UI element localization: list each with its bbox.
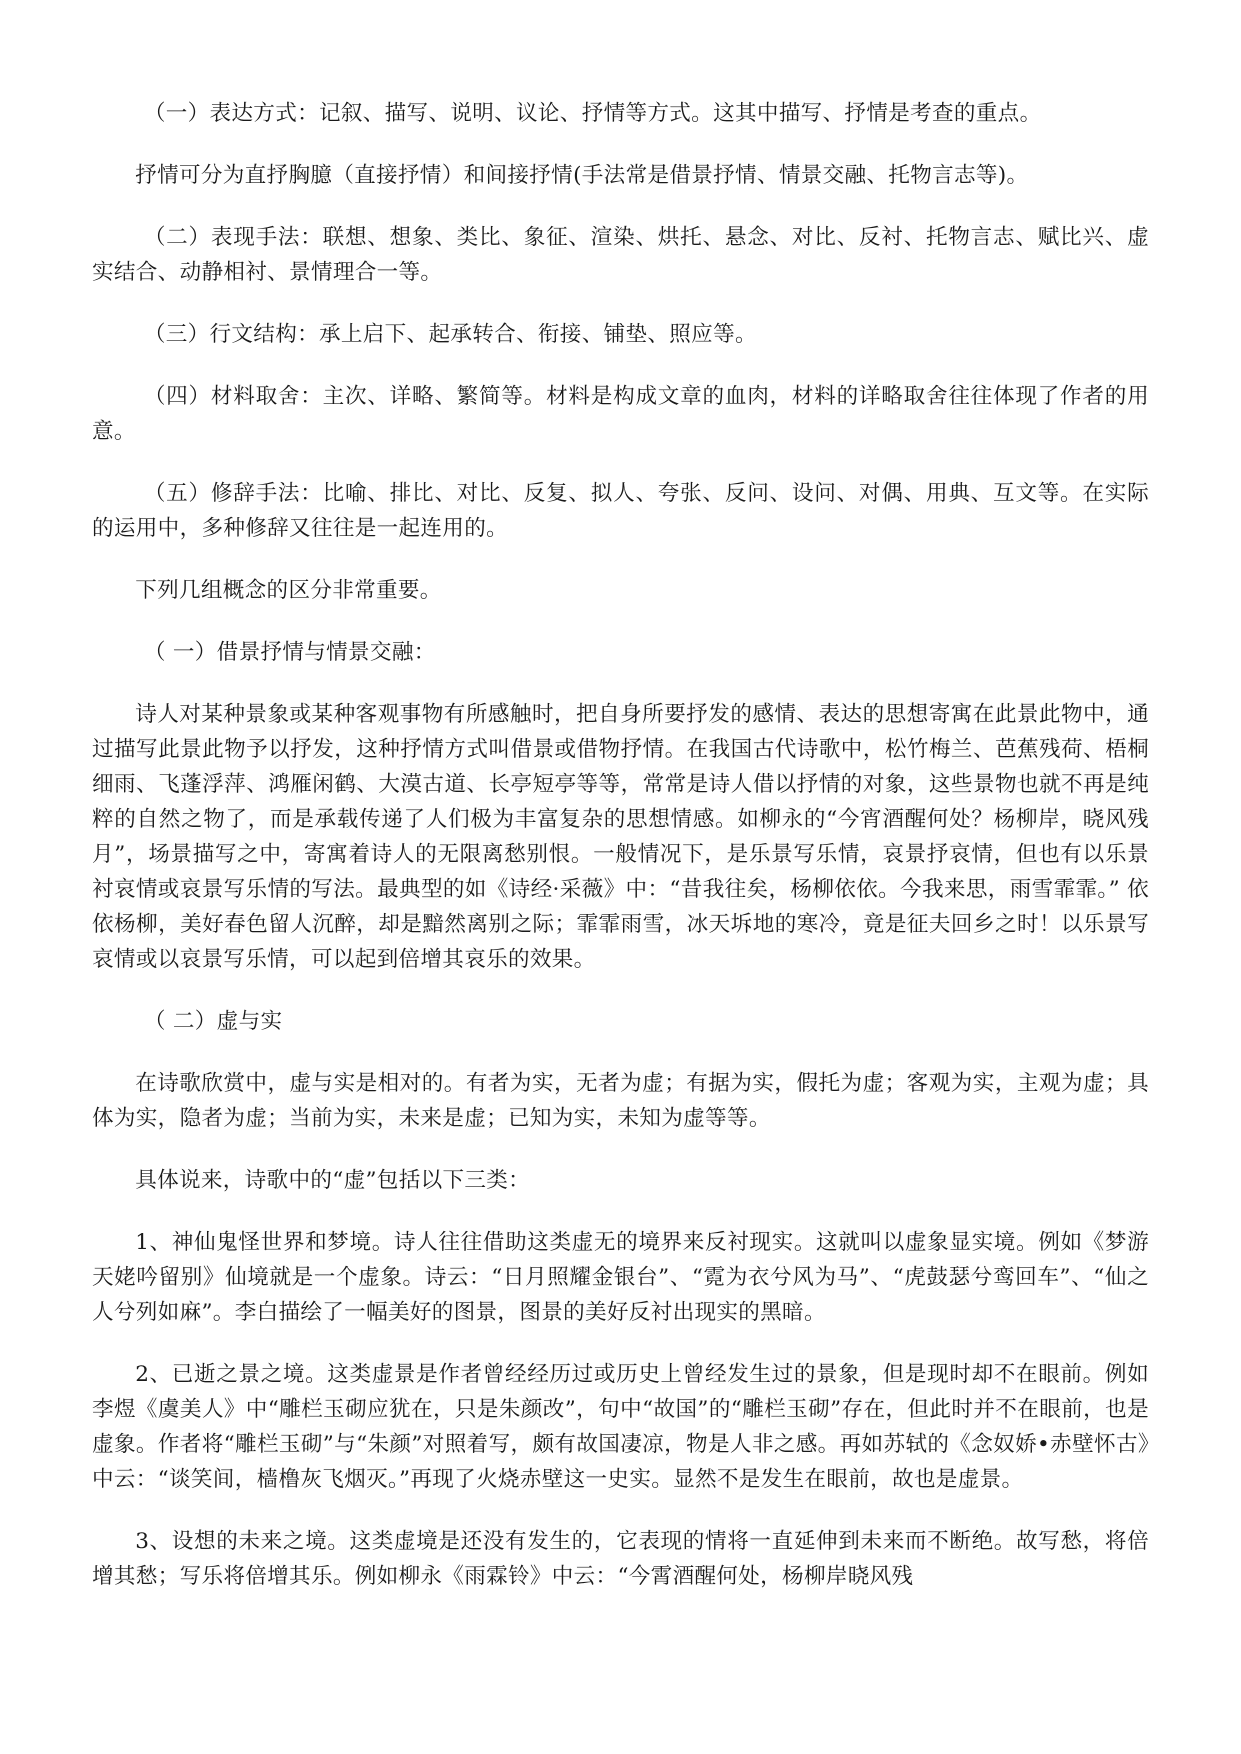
- paragraph-techniques: （二）表现手法：联想、想象、类比、象征、渲染、烘托、悬念、对比、反衬、托物言志、赋比兴、虚实结合、动静相衬、景情理合一等。: [92, 225, 1149, 285]
- list-item-1: 1、神仙鬼怪世界和梦境。诗人往往借助这类虚无的境界来反衬现实。这就叫以虚象显实境。例如《梦游天姥吟留别》仙境就是一个虚象。诗云：“日月照耀金银台”、“霓为衣兮风为马”、“虎鼓瑟兮鸾回车”、“仙之人兮列如麻”。李白描绘了一幅美好的图景，图景的美好反衬出现实的黑暗。: [92, 1230, 1149, 1325]
- paragraph-expression-methods: （一）表达方式：记叙、描写、说明、议论、抒情等方式。这其中描写、抒情是考查的重点。: [143, 101, 1042, 126]
- document-page: [92, 96, 1149, 1594]
- paragraph-scenery-emotion: 诗人对某种景象或某种客观事物有所感触时，把自身所要抒发的感情、表达的思想寄寓在此景此物中，通过描写此景此物予以抒发，这种抒情方式叫借景或借物抒情。在我国古代诗歌中，松竹梅兰、芭蕉残荷、梧桐细雨、飞蓬浮萍、鸿雁闲鹤、大漠古道、长亭短亭等等，常常是诗人借以抒情的对象，这些景物也就不再是纯粹的自然之物了，而是承载传递了人们极为丰富复杂的思想情感。如柳永的“今宵酒醒何处？杨柳岸，晓风残月”，场景描写之中，寄寓着诗人的无限离愁别恨。一般情况下，是乐景写乐情，哀景抒哀情，但也有以乐景衬哀情或哀景写乐情的写法。最典型的如《诗经·采薇》中：“昔我往矣，杨柳依依。今我来思，雨雪霏霏。” 依依杨柳，美好春色留人沉醉，却是黯然离别之际；霏霏雨雪，冰天坼地的寒冷，竟是征夫回乡之时！以乐景写哀情或以哀景写乐情，可以起到倍增其哀乐的效果。: [92, 702, 1149, 972]
- section-heading-scenery-emotion: （ 一）借景抒情与情景交融：: [143, 640, 436, 665]
- paragraph-virtual-categories: 具体说来，诗歌中的“虚”包括以下三类：: [135, 1168, 531, 1193]
- paragraph-concepts-intro: 下列几组概念的区分非常重要。: [135, 578, 442, 603]
- paragraph-material-selection: （四）材料取舍：主次、详略、繁简等。材料是构成文章的血肉，材料的详略取舍往往体现了作者的用意。: [92, 384, 1149, 444]
- section-heading-virtual-real: （ 二）虚与实: [143, 1009, 283, 1034]
- paragraph-rhetoric: （五）修辞手法：比喻、排比、对比、反复、拟人、夸张、反问、设问、对偶、用典、互文等。在实际的运用中，多种修辞又往往是一起连用的。: [92, 481, 1149, 541]
- list-item-3: 3、设想的未来之境。这类虚境是还没有发生的，它表现的情将一直延伸到未来而不断绝。故写愁，将倍增其愁；写乐将倍增其乐。例如柳永《雨霖铃》中云：“今霄酒醒何处，杨柳岸晓风残: [92, 1529, 1149, 1589]
- paragraph-lyric-types: 抒情可分为直抒胸臆（直接抒情）和间接抒情(手法常是借景抒情、情景交融、托物言志等)。: [135, 163, 1029, 188]
- paragraph-virtual-real: 在诗歌欣赏中，虚与实是相对的。有者为实，无者为虚；有据为实，假托为虚；客观为实，主观为虚；具体为实，隐者为虚；当前为实，未来是虚；已知为实，未知为虚等等。: [92, 1071, 1149, 1131]
- paragraph-structure: （三）行文结构：承上启下、起承转合、衔接、铺垫、照应等。: [143, 322, 757, 347]
- list-item-2: 2、已逝之景之境。这类虚景是作者曾经经历过或历史上曾经发生过的景象，但是现时却不在眼前。例如李煜《虞美人》中“雕栏玉砌应犹在，只是朱颜改”，句中“故国”的“雕栏玉砌”存在，但此时并不在眼前，也是虚象。作者将“雕栏玉砌”与“朱颜”对照着写，颇有故国凄凉，物是人非之感。再如苏轼的《念奴娇•赤壁怀古》中云：“谈笑间，樯橹灰飞烟灭。”再现了火烧赤壁这一史实。显然不是发生在眼前，故也是虚景。: [92, 1362, 1149, 1492]
